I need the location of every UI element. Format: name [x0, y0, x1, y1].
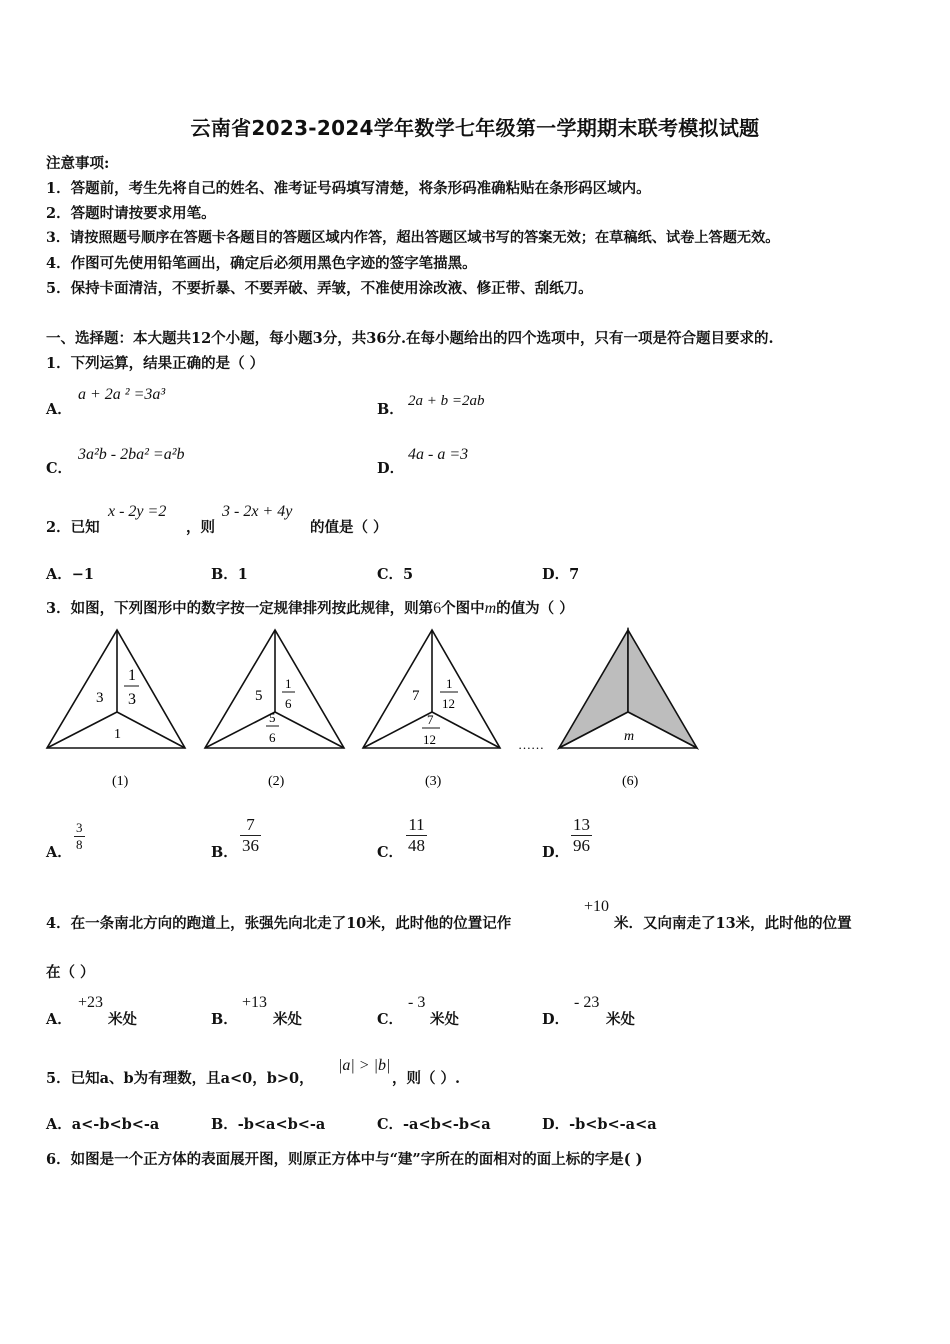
figure-1-left: 3	[96, 690, 104, 706]
q4-option-b-unit: 米处	[273, 1011, 302, 1028]
q2-condition: x - 2y =2	[108, 503, 167, 520]
q1-option-d-label: D．	[377, 460, 405, 477]
note-item: 2．答题时请按要求用笔。	[46, 205, 216, 222]
figure-3-left: 7	[412, 688, 420, 704]
notes-header: 注意事项:	[46, 155, 110, 172]
figure-3	[363, 630, 500, 748]
note-item: 4．作图可先使用铅笔画出，确定后必须用黑色字迹的签字笔描黑。	[46, 255, 477, 272]
q4-option-b-value: +13	[242, 994, 268, 1011]
question-2-mid: ，则	[186, 519, 215, 536]
q3-option-c-num: 11	[406, 815, 427, 836]
q3-option-d-den: 96	[573, 836, 590, 855]
q1-option-d-expr: 4a - a =3	[408, 446, 469, 463]
question-4-stem-post: 米．又向南走了13米，此时他的位置	[614, 915, 852, 932]
q3-option-c-den: 48	[408, 836, 425, 855]
q4-option-c-unit: 米处	[430, 1011, 459, 1028]
q3-option-a-den: 8	[76, 837, 83, 852]
figure-2-bottom-den: 6	[269, 730, 276, 745]
question-4-stem-line2: 在（ ）	[46, 964, 95, 981]
q2-option-c: C．5	[377, 566, 414, 583]
q3-option-d-frac	[571, 815, 592, 856]
figure-1-caption: (1)	[112, 774, 129, 789]
q3-option-a-label: A．	[46, 844, 72, 861]
figure-2-bottom-num: 5	[269, 710, 276, 725]
figure-2-right-den: 6	[285, 696, 292, 711]
question-2-prefix: 2．已知	[46, 519, 100, 536]
q1-option-a-expr: a + 2a ² =3a³	[78, 386, 166, 403]
q3-option-a-frac	[74, 820, 85, 853]
q1-option-c-label: C．	[46, 460, 73, 477]
figure-6-bottom: m	[624, 729, 635, 744]
q3-option-c-label: C．	[377, 844, 404, 861]
question-3-stem	[46, 597, 574, 618]
question-5-stem-post: ，则（ ）.	[392, 1070, 461, 1087]
q4-option-d-unit: 米处	[606, 1011, 635, 1028]
q4-option-c-value: - 3	[408, 994, 426, 1011]
q3-option-b-den: 36	[242, 836, 259, 855]
question-5-stem-pre: 5．已知a、b为有理数，且a<0，b>0，	[46, 1070, 314, 1087]
q3-option-b-frac	[240, 815, 261, 856]
figure-2-right-num: 1	[285, 676, 292, 691]
q3-stem-n: 6	[433, 600, 442, 617]
page-title: 云南省2023-2024学年数学七年级第一学期期末联考模拟试题	[190, 116, 760, 140]
note-item: 5．保持卡面清洁，不要折暴、不要弄破、弄皱，不准使用涂改液、修正带、刮纸刀。	[46, 280, 593, 297]
q4-option-b-label: B．	[211, 1011, 238, 1028]
q3-figures	[0, 620, 950, 800]
q4-option-a-value: +23	[78, 994, 104, 1011]
figure-3-bottom-den: 12	[423, 732, 436, 747]
q5-option-c: C．-a<b<-b<a	[377, 1116, 491, 1133]
q5-option-d: D．-b<b<-a<a	[542, 1116, 657, 1133]
q3-stem-m: m	[484, 600, 497, 617]
figure-3-bottom-num: 7	[427, 712, 434, 727]
q5-option-b: B．-b<a<b<-a	[211, 1116, 326, 1133]
q4-option-c-label: C．	[377, 1011, 404, 1028]
q1-option-a-label: A．	[46, 401, 72, 418]
question-6-stem: 6．如图是一个正方体的表面展开图，则原正方体中与“建”字所在的面相对的面上标的字是( )	[46, 1151, 643, 1168]
q5-option-a: A．a<-b<b<-a	[46, 1116, 160, 1133]
figure-3-caption: (3)	[425, 774, 442, 789]
q1-option-b-expr: 2a + b =2ab	[408, 393, 485, 409]
q5-condition: |a| > |b|	[338, 1057, 391, 1074]
q4-option-a-unit: 米处	[108, 1011, 137, 1028]
figure-1-right-den: 3	[128, 691, 136, 708]
q2-expression: 3 - 2x + 4y	[222, 503, 293, 520]
figure-3-right-den: 12	[442, 696, 455, 711]
q4-option-d-value: - 23	[574, 994, 600, 1011]
question-2-suffix: 的值是（ ）	[310, 519, 388, 536]
q3-option-b-label: B．	[211, 844, 238, 861]
q1-option-b-label: B．	[377, 401, 404, 418]
q3-stem-post: 的值为（ ）	[496, 600, 574, 617]
q3-option-a-num: 3	[76, 820, 83, 835]
question-1-stem: 1．下列运算，结果正确的是（ ）	[46, 355, 265, 372]
q4-option-d-label: D．	[542, 1011, 570, 1028]
note-item: 1．答题前，考生先将自己的姓名、准考证号码填写清楚，将条形码准确粘贴在条形码区域内。	[46, 180, 651, 197]
q3-stem-pre: 3．如图，下列图形中的数字按一定规律排列按此规律，则第	[46, 600, 434, 617]
section-heading: 一、选择题：本大题共12个小题，每小题3分，共36分.在每小题给出的四个选项中，只有一项是符合题目要求的.	[46, 330, 774, 347]
figure-1-bottom: 1	[114, 727, 121, 742]
q3-stem-mid: 个图中	[441, 600, 485, 617]
figure-3-right-num: 1	[446, 676, 453, 691]
q3-option-d-label: D．	[542, 844, 570, 861]
q4-stem-value: +10	[584, 898, 610, 915]
q2-option-b: B．1	[211, 566, 248, 583]
figure-1-right-num: 1	[128, 667, 136, 684]
question-4-stem-pre: 4．在一条南北方向的跑道上，张强先向北走了10米，此时他的位置记作	[46, 915, 512, 932]
q3-option-b-num: 7	[240, 815, 261, 836]
q1-option-c-expr: 3a²b - 2ba² =a²b	[78, 446, 185, 463]
figure-2-caption: (2)	[268, 774, 285, 789]
q2-option-a: A．−1	[46, 566, 94, 583]
figure-6-caption: (6)	[622, 774, 639, 789]
q4-option-a-label: A．	[46, 1011, 72, 1028]
q3-option-d-num: 13	[573, 815, 590, 834]
q2-option-d: D．7	[542, 566, 580, 583]
figure-2-left: 5	[255, 688, 263, 704]
note-item: 3．请按照题号顺序在答题卡各题目的答题区域内作答，超出答题区域书写的答案无效；在草稿纸、试卷上答题无效。	[46, 230, 780, 246]
figure-ellipsis: ……	[518, 737, 544, 752]
q3-option-c-frac	[406, 815, 427, 856]
